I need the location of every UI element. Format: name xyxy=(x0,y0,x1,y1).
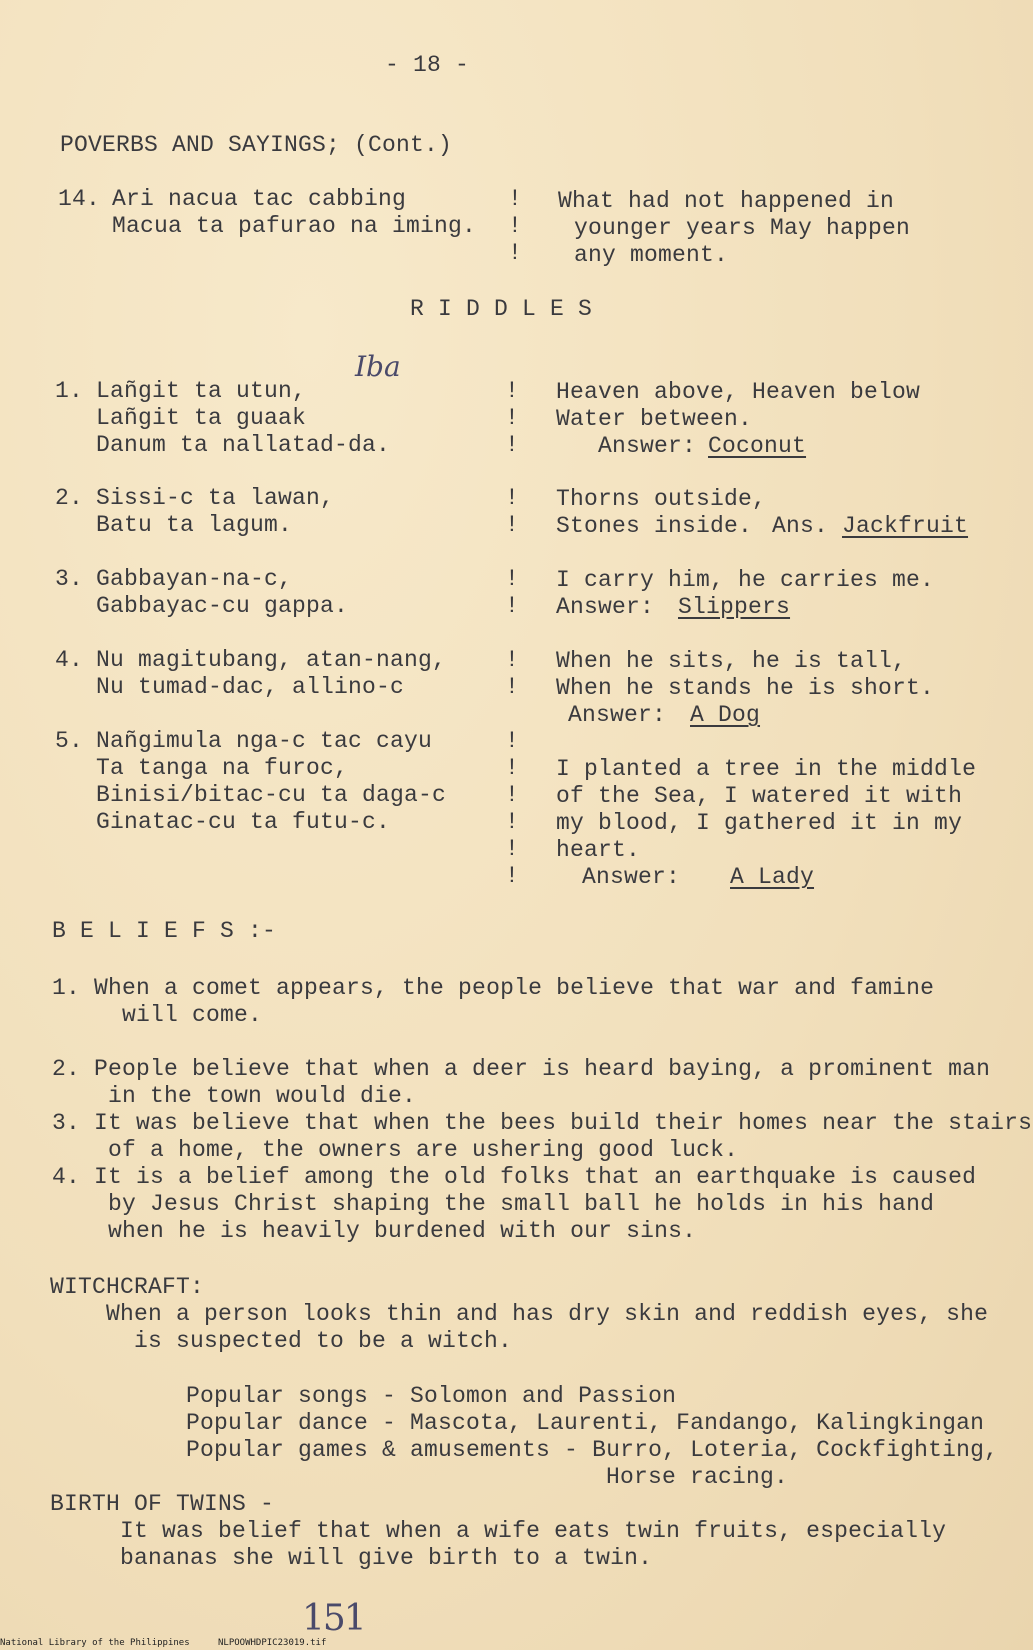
riddle-original-line: Gabbayan-na-c, xyxy=(96,566,293,592)
twins-line: It was belief that when a wife eats twin fruits, especially xyxy=(120,1518,947,1544)
riddle-translation-line: I planted a tree in the middle xyxy=(556,756,977,782)
popular-dance: Popular dance - Mascota, Laurenti, Fandango, Kalingkingan xyxy=(186,1410,985,1436)
riddle-number: 1. xyxy=(55,378,84,404)
divider-mark: ! xyxy=(505,405,520,431)
riddle-original-line: Nu magitubang, atan-nang, xyxy=(96,647,447,673)
riddle-answer-label: Answer: xyxy=(598,433,697,459)
belief-line: of a home, the owners are ushering good luck. xyxy=(108,1137,739,1163)
riddle-original-line: Lañgit ta utun, xyxy=(96,378,307,404)
divider-mark: ! xyxy=(508,240,523,266)
belief-line: It is a belief among the old folks that an earthquake is caused xyxy=(94,1164,977,1190)
belief-number: 3. xyxy=(52,1110,81,1136)
riddle-number: 5. xyxy=(55,728,84,754)
belief-line: People believe that when a deer is heard baying, a prominent man xyxy=(94,1056,991,1082)
riddle-original-line: Binisi/bitac-cu ta daga-c xyxy=(96,782,447,808)
riddle-answer: A Lady xyxy=(730,864,815,890)
popular-games: Popular games & amusements - Burro, Loteria, Cockfighting, xyxy=(186,1437,999,1463)
witchcraft-line: When a person looks thin and has dry skin and reddish eyes, she xyxy=(106,1301,989,1327)
riddle-original-line: Nu tumad-dac, allino-c xyxy=(96,674,405,700)
divider-mark: ! xyxy=(505,809,520,835)
divider-mark: ! xyxy=(505,863,520,889)
proverb-original-line: Macua ta pafurao na iming. xyxy=(112,213,477,239)
riddle-translation-line: I carry him, he carries me. xyxy=(556,567,935,593)
divider-mark: ! xyxy=(505,647,520,673)
riddle-translation-line: Water between. xyxy=(556,406,753,432)
riddle-translation-line: Stones inside. xyxy=(556,513,753,539)
riddles-heading: R I D D L E S xyxy=(410,296,593,322)
riddle-translation-line: Thorns outside, xyxy=(556,486,767,512)
belief-line: When a comet appears, the people believe that war and famine xyxy=(94,975,935,1001)
handwritten-page-number: 151 xyxy=(302,1598,365,1639)
belief-line: in the town would die. xyxy=(108,1083,417,1109)
riddle-original-line: Nañgimula nga-c tac cayu xyxy=(96,728,433,754)
riddle-translation-line: of the Sea, I watered it with xyxy=(556,783,963,809)
riddle-answer: Slippers xyxy=(678,594,791,620)
riddle-original-line: Ginatac-cu ta futu-c. xyxy=(96,809,391,835)
belief-number: 1. xyxy=(52,975,81,1001)
riddle-translation-line: When he stands he is short. xyxy=(556,675,935,701)
riddle-translation-line: When he sits, he is tall, xyxy=(556,648,907,674)
divider-mark: ! xyxy=(505,593,520,619)
riddle-number: 2. xyxy=(55,485,84,511)
belief-line: will come. xyxy=(122,1002,263,1028)
riddle-answer-label: Answer: xyxy=(568,702,667,728)
popular-songs: Popular songs - Solomon and Passion xyxy=(186,1383,677,1409)
divider-mark: ! xyxy=(505,432,520,458)
divider-mark: ! xyxy=(505,566,520,592)
riddle-answer: Coconut xyxy=(708,433,807,459)
riddle-original-line: Danum ta nallatad-da. xyxy=(96,432,391,458)
footer-library: National Library of the Philippines xyxy=(0,1638,190,1648)
page-number: - 18 - xyxy=(385,52,470,78)
riddle-number: 3. xyxy=(55,566,84,592)
proverbs-heading: POVERBS AND SAYINGS; (Cont.) xyxy=(60,132,453,158)
witchcraft-line: is suspected to be a witch. xyxy=(134,1328,513,1354)
belief-line: when he is heavily burdened with our sins. xyxy=(108,1218,697,1244)
twins-heading: BIRTH OF TWINS - xyxy=(50,1491,275,1517)
proverb-translation-line: younger years May happen xyxy=(574,215,911,241)
witchcraft-heading: WITCHCRAFT: xyxy=(50,1274,205,1300)
riddle-original-line: Lañgit ta guaak xyxy=(96,405,307,431)
divider-mark: ! xyxy=(505,674,520,700)
divider-mark: ! xyxy=(505,836,520,862)
proverb-number: 14. xyxy=(58,186,101,212)
riddle-answer-label: Answer: xyxy=(556,594,655,620)
riddle-original-line: Ta tanga na furoc, xyxy=(96,755,349,781)
beliefs-heading: B E L I E F S :- xyxy=(52,918,277,944)
riddle-answer: A Dog xyxy=(690,702,761,728)
belief-line: by Jesus Christ shaping the small ball he holds in his hand xyxy=(108,1191,935,1217)
divider-mark: ! xyxy=(505,378,520,404)
belief-number: 2. xyxy=(52,1056,81,1082)
riddle-answer-label: Answer: xyxy=(582,864,681,890)
footer-file: NLPOOWHDPIC23019.tif xyxy=(218,1638,327,1648)
riddle-number: 4. xyxy=(55,647,84,673)
proverb-translation-line: any moment. xyxy=(574,242,729,268)
divider-mark: ! xyxy=(505,512,520,538)
riddle-answer-label: Ans. xyxy=(772,513,829,539)
divider-mark: ! xyxy=(505,755,520,781)
riddle-answer: Jackfruit xyxy=(842,513,969,539)
divider-mark: ! xyxy=(505,782,520,808)
belief-line: It was believe that when the bees build their homes near the stairs xyxy=(94,1110,1033,1136)
riddle-translation-line: heart. xyxy=(556,837,641,863)
divider-mark: ! xyxy=(505,485,520,511)
riddle-original-line: Sissi-c ta lawan, xyxy=(96,485,335,511)
proverb-original-line: Ari nacua tac cabbing xyxy=(112,186,407,212)
divider-mark: ! xyxy=(508,213,523,239)
twins-line: bananas she will give birth to a twin. xyxy=(120,1545,653,1571)
proverb-translation-line: What had not happened in xyxy=(558,188,895,214)
divider-mark: ! xyxy=(508,186,523,212)
riddle-original-line: Batu ta lagum. xyxy=(96,512,293,538)
riddle-translation-line: Heaven above, Heaven below xyxy=(556,379,921,405)
belief-number: 4. xyxy=(52,1164,81,1190)
riddle-translation-line: my blood, I gathered it in my xyxy=(556,810,963,836)
riddle-original-line: Gabbayac-cu gappa. xyxy=(96,593,349,619)
divider-mark: ! xyxy=(505,728,520,754)
popular-games-cont: Horse racing. xyxy=(606,1464,789,1490)
handwritten-annotation: Iba xyxy=(355,350,401,383)
